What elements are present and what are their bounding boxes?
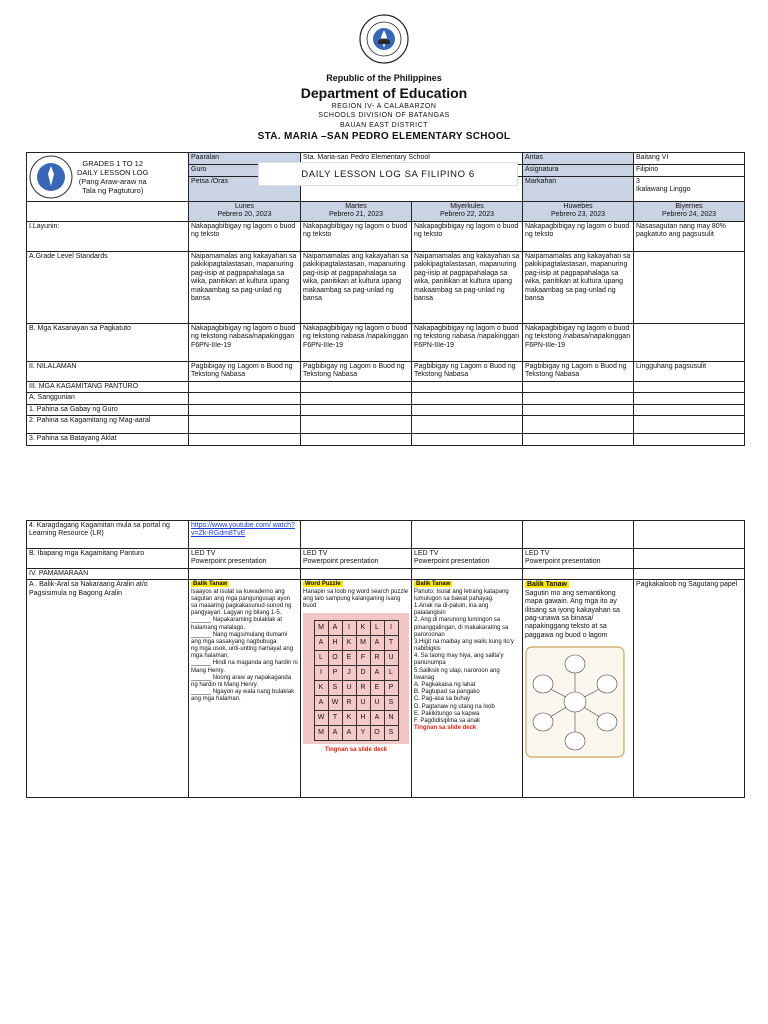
guro-label: Guro <box>189 165 301 177</box>
puzzle-letter: H <box>328 636 342 651</box>
puzzle-letter: K <box>356 621 370 636</box>
dll-title-overlay: DAILY LESSON LOG SA FILIPINO 6 <box>258 162 518 186</box>
pamamaraan-table <box>26 520 745 798</box>
asignatura-label: Asignatura <box>523 165 634 177</box>
layunin-cell: Nasasagutan nang may 80% pagkatuto ang pagsusulit <box>634 222 745 252</box>
puzzle-letter: E <box>370 681 384 696</box>
grade-level-cell: Naipamamalas ang kakayahan sa pakikipagtalastasan, mapanuring pag-iisip at pagpapahalaga sa wika, panitikan at kultura upang makaambag sa pag-unlad ng bansa <box>523 252 634 324</box>
word-search-puzzle <box>303 613 409 744</box>
day-header-mon: Lunes Pebrero 20, 2023 <box>189 202 301 222</box>
kasanayan-cell: Nakapagbibigay ng lagom o buod ng tekstong nabasa/napakinggan F6PN-IIIe-19 <box>189 324 301 362</box>
sanggunian-label: A. Sanggunian <box>27 393 189 404</box>
grade-level-label: A.Grade Level Standards <box>27 252 189 324</box>
republic-heading: Republic of the Philippines <box>326 73 442 83</box>
puzzle-letter: P <box>384 681 398 696</box>
puzzle-letter: L <box>314 651 328 666</box>
markahan-label: Markahan <box>523 177 634 202</box>
pahina-mag-aaral-label: 2. Pahina sa Kagamitang ng Mag-aaral <box>27 416 189 434</box>
kasanayan-cell: Nakapagbibigay ng lagom o buod ng tekstong nabasa /napakinggan F6PN-IIIe-19 <box>301 324 412 362</box>
kasanayan-label: B. Mga Kasanayan sa Pagkatuto <box>27 324 189 362</box>
day-header-wed: Miyerkules Pebrero 22, 2023 <box>412 202 523 222</box>
grades-title: GRADES 1 TO 12 DAILY LESSON LOG (Pang Araw-araw na Tala ng Pagtuturo) <box>77 159 149 195</box>
semantic-map-diagram <box>525 646 625 758</box>
grade-level-cell: Naipamamalas ang kakayahan sa pakikipagtalastasan, mapanuring pag-iisip at pagpapahalaga sa wika, panitikan at kultura upang makaambag sa pag-unlad ng bansa <box>412 252 523 324</box>
antas-value: Baitang VI <box>634 153 745 165</box>
puzzle-letter: L <box>384 666 398 681</box>
division-heading: SCHOOLS DIVISION OF BATANGAS <box>318 112 450 119</box>
puzzle-letter: M <box>314 726 328 741</box>
puzzle-letter: R <box>342 696 356 711</box>
thursday-activity: Sagutin mo ang semantikong mapa gawain. Ang mga ito ay ilitsang sa iyong kakayahan sa pag-unawa sa binasa/ napakinggang teksto at sa paggawa ng buod o lagom <box>525 589 620 639</box>
daily-lesson-log-table <box>26 152 745 446</box>
kasanayan-cell: Nakapagbibigay ng lagom o buod ng tekstong nabasa /napakinggan F6PN-IIIe-19 <box>412 324 523 362</box>
pamamaraan-label: IV. PAMAMARAAN <box>27 569 189 580</box>
iba-label: B. Ibapang mga Kagamitang Panturo <box>27 549 189 569</box>
puzzle-letter: S <box>328 681 342 696</box>
puzzle-letter: D <box>356 666 370 681</box>
puzzle-letter: E <box>342 651 356 666</box>
layunin-cell: Nakapagbibigay ng lagom o buod ng teksto <box>301 222 412 252</box>
puzzle-letter: F <box>356 651 370 666</box>
kagamitan-label: III. MGA KAGAMITANG PANTURO <box>27 382 189 393</box>
puzzle-letter: A <box>342 726 356 741</box>
puzzle-letter: A <box>370 711 384 726</box>
balik-tanaw-tag: Balik Tanaw <box>193 581 228 588</box>
blank-cell <box>27 202 189 222</box>
puzzle-letter: U <box>356 696 370 711</box>
grade-level-cell: Naipamamalas ang kakayahan sa pakikipagtalastasan, mapanuring pag-iisip at pagpapahalaga sa wika, panitikan at kultura upang makaambag sa pag-unlad ng bansa <box>301 252 412 324</box>
paaralan-value: Sta. Maria-san Pedro Elementary School <box>301 153 523 165</box>
grade-level-cell: Naipamamalas ang kakayahan sa pakikipagtalastasan, mapanuring pag-iisip at pagpapahalaga sa wika, panitikan at kultura upang makaambag sa pag-unlad ng bansa <box>189 252 301 324</box>
puzzle-letter: T <box>328 711 342 726</box>
wednesday-activity: Panuto: Isulat ang letrang katapang lumulugon sa bawat pahayag. 1.Anak na di-paluin, ina ang palalangisin 2. Ang di marunong lumingon sa pinanggalingan, di makakarating sa paroroonan 3.Higit na maibay ang walis kung ito'y nabibigkis 4. Sa taong may hiya, ang salita'y panunumpa 5.Saliksik ng ulap, naroroon ang liwanag A. Pagkakaisa ng lahat B. Pagtupad sa pangako C. Pag-asa sa buhay D. Pagtanaw ng utang na loob E. Pakikitungo sa kapwa F. Pagdidisiplina sa anak <box>414 588 514 724</box>
nilalaman-cell: Pagbibigay ng Lagom o Buod ng Tekstong Nabasa <box>301 362 412 382</box>
puzzle-letter: J <box>342 666 356 681</box>
district-heading: BAUAN EAST DISTRICT <box>340 122 428 129</box>
iba-cell: LED TV Powerpoint presentation <box>523 549 634 569</box>
grade-level-cell <box>634 252 745 324</box>
puzzle-letter: I <box>342 621 356 636</box>
iba-cell: LED TV Powerpoint presentation <box>189 549 301 569</box>
day-header-thu: Huwebes Pebrero 23, 2023 <box>523 202 634 222</box>
pahina-gabay-label: 1. Pahina sa Gabay ng Guro <box>27 404 189 415</box>
region-heading: REGION IV- A CALABARZON <box>331 103 437 110</box>
puzzle-letter: O <box>370 726 384 741</box>
asignatura-value: Filipino <box>634 165 745 177</box>
puzzle-letter: M <box>356 636 370 651</box>
puzzle-letter: R <box>370 651 384 666</box>
puzzle-letter: A <box>328 726 342 741</box>
nilalaman-cell: Pagbibigay ng Lagom o Buod ng Tekstong Nabasa <box>412 362 523 382</box>
puzzle-letter: H <box>356 711 370 726</box>
layunin-label: I.Layunin: <box>27 222 189 252</box>
puzzle-letter: A <box>370 666 384 681</box>
department-heading: Department of Education <box>300 85 468 101</box>
puzzle-letter: N <box>384 711 398 726</box>
puzzle-letter: A <box>314 696 328 711</box>
puzzle-letter: A <box>314 636 328 651</box>
deped-seal-icon <box>359 14 409 64</box>
puzzle-letter: K <box>342 711 356 726</box>
iba-cell: LED TV Powerpoint presentation <box>412 549 523 569</box>
nilalaman-label: II. NILALAMAN <box>27 362 189 382</box>
puzzle-letter: U <box>370 696 384 711</box>
layunin-cell: Nakapagbibigay ng lagom o buod ng teksto <box>523 222 634 252</box>
karagdagang-label: 4. Karagdagang Kagamitan mula sa portal ng Learning Resource (LR) <box>27 521 189 549</box>
puzzle-letter: Y <box>356 726 370 741</box>
puzzle-letter: A <box>328 621 342 636</box>
layunin-cell: Nakapagbibigay ng lagom o buod ng teksto <box>189 222 301 252</box>
puzzle-letter: K <box>314 681 328 696</box>
paaralan-label: Paaralan <box>189 153 301 165</box>
puzzle-letter: M <box>314 621 328 636</box>
iba-cell: LED TV Powerpoint presentation <box>301 549 412 569</box>
friday-activity: Pagkakaloob ng Sagutang papel <box>634 580 745 798</box>
youtube-link[interactable]: https://www.youtube.com/ watch?v=Zk-RGdm8TvE <box>191 522 295 538</box>
puzzle-letter: U <box>342 681 356 696</box>
school-heading: STA. MARIA –SAN PEDRO ELEMENTARY SCHOOL <box>257 131 511 142</box>
puzzle-letter: A <box>370 636 384 651</box>
tuesday-activity: Hanapin sa loob ng word search puzzle ang lalo sampung kalanganing isang buod <box>303 588 409 609</box>
puzzle-letter: I <box>384 621 398 636</box>
puzzle-letter: I <box>314 666 328 681</box>
monday-activity: Isaayos at isulat sa kuwaderno ang sagutan ang mga pangungusap ayon sa maaaring pagkakasunud-sunod ng pangyayari. Lagyan ng bilang 1-5. ______ Napakaraming bulaklak at halamang malalago. ______ Nang magsimulang dumami ang mga sasakyang nagbubuga ng mga usok, unti-unting namayat ang mga halaman. ______ Hindi na maganda ang hardin ni Mang Henry. ______ Noong araw ay napakaganda ng hardin ni Mang Henry. ______ Ngayon ay wala nang bulaklak ang mga halaman. <box>191 588 298 703</box>
nilalaman-cell: Pagbibigay ng Lagom o Buod ng Tekstong Nabasa <box>189 362 301 382</box>
puzzle-letter: R <box>356 681 370 696</box>
nilalaman-cell: Pagbibigay ng Lagom o Buod ng Tekstong Nabasa <box>523 362 634 382</box>
nilalaman-cell: Lingguhang pagsusulit <box>634 362 745 382</box>
layunin-cell: Nakapagbibigay ng lagom o buod ng teksto <box>412 222 523 252</box>
puzzle-letter: W <box>328 696 342 711</box>
day-header-fri: Biyernes Pebrero 24, 2023 <box>634 202 745 222</box>
slide-deck-note: Tingnan sa slide deck <box>414 725 477 732</box>
petsa-label: Petsa /Oras <box>189 177 301 202</box>
puzzle-letter: W <box>314 711 328 726</box>
puzzle-letter: S <box>384 696 398 711</box>
balik-tanaw-tag: Balik Tanaw <box>527 581 567 589</box>
puzzle-letter: K <box>342 636 356 651</box>
puzzle-letter: S <box>384 726 398 741</box>
pahina-batayang-label: 3. Pahina sa Batayang Aklat <box>27 434 189 445</box>
puzzle-letter: O <box>328 651 342 666</box>
antas-label: Antas <box>523 153 634 165</box>
markahan-value: 3 Ikalawang Linggo <box>634 177 745 202</box>
puzzle-letter: U <box>384 651 398 666</box>
kasanayan-cell: Nakapagbibigay ng lagom o buod ng tekstong /nabasa/napakinggan F6PN-IIIe-19 <box>523 324 634 362</box>
puzzle-letter: P <box>328 666 342 681</box>
puzzle-letter: L <box>370 621 384 636</box>
day-header-tue: Martes Pebrero 21, 2023 <box>301 202 412 222</box>
balik-tanaw-tag: Balik Tanaw <box>416 581 451 588</box>
deped-logo-icon <box>29 155 73 199</box>
puzzle-letter: T <box>384 636 398 651</box>
balik-aral-label: A . Balik-Aral sa Nakaraang Aralin at/o Pagsisimula ng Bagong Aralin <box>27 580 189 798</box>
word-puzzle-tag: Word Puzzle <box>305 581 341 588</box>
kasanayan-cell <box>634 324 745 362</box>
slide-deck-note: Tingnan sa slide deck <box>324 747 388 754</box>
